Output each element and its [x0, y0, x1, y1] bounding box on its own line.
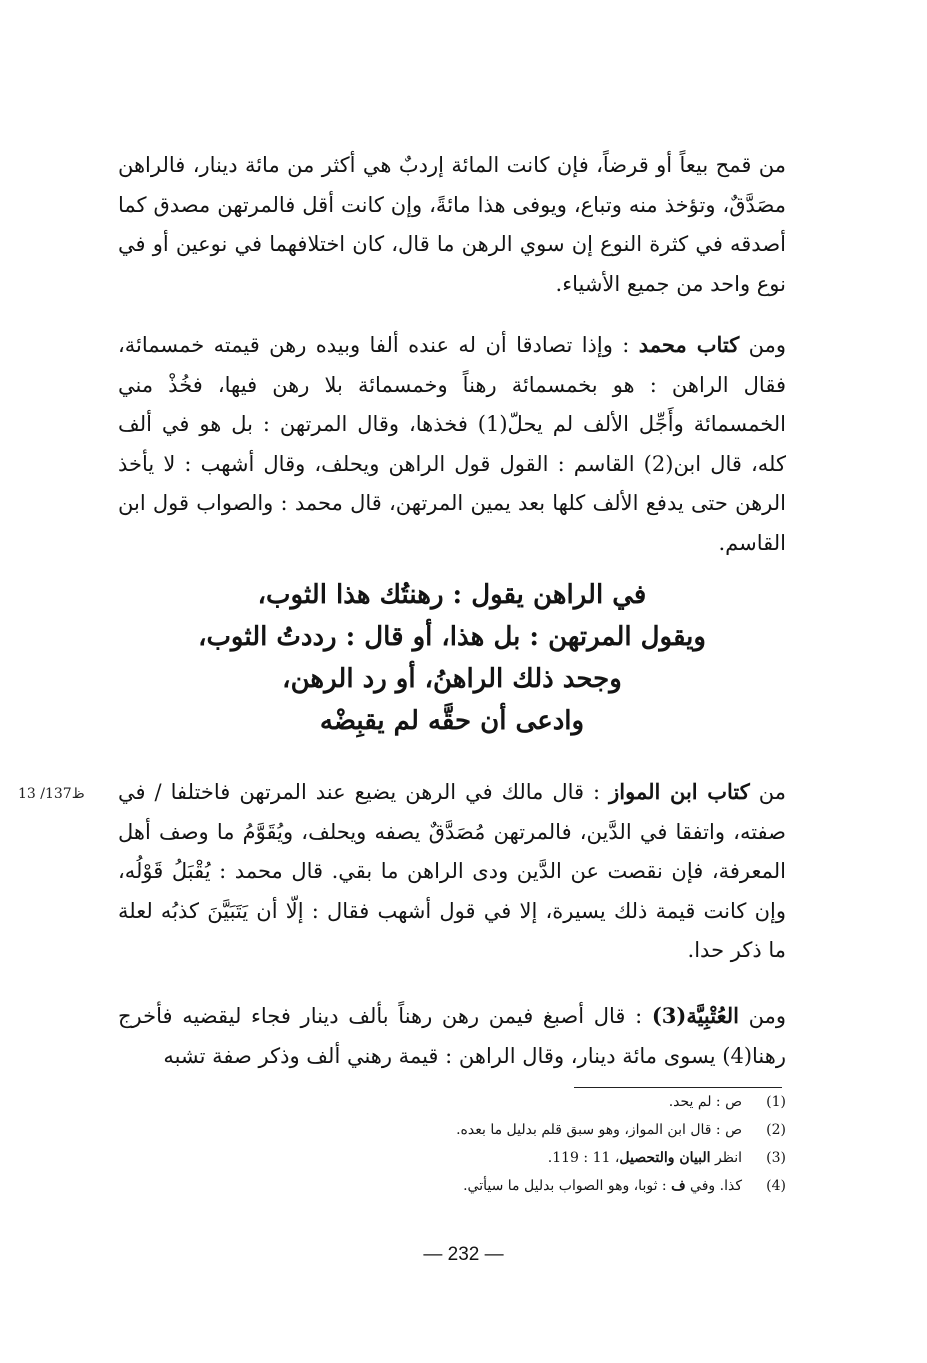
heading-line-3: وجحد ذلك الراهنُ، أو رد الرهن،	[282, 664, 622, 694]
heading-line-2: ويقول المرتهن : بل هذا، أو قال : رددتُ الثوب،	[198, 622, 706, 652]
footnotes	[118, 1094, 786, 1206]
paragraph-2: ومن كتاب محمد : وإذا تصادقا أن له عنده ألفا وبيده رهن قيمته خمسمائة، فقال الراهن : هو بخمسمائة رهناً وخمسمائة بلا رهن فيها، فخُذْ مني الخمسمائة وأَجِّل الألف لم يحلّ(1) فخذها، وقال المرتهن : بل هو في ألف كله، قال ابن(2) القاسم : القول قول الراهن ويحلف، وقال أشهب : لا يأخذ الرهن حتى يدفع الألف كلها بعد يمين المرتهن، قال محمد : والصواب قول ابن القاسم.	[118, 332, 786, 555]
page-number: — 232 —	[423, 1244, 504, 1265]
footnote-text: ص : لم يحد.	[668, 1094, 742, 1110]
footnote-separator	[574, 1087, 782, 1088]
footnote-1	[118, 1094, 786, 1122]
footnote-text: انظر البيان والتحصيل، 11 : 119.	[547, 1150, 742, 1166]
footnote-number: (1)	[766, 1094, 786, 1110]
footnote-number: (4)	[766, 1178, 786, 1194]
footnote-number: (3)	[766, 1150, 786, 1166]
heading-line-4: وادعى أن حقَّه لم يقبِضْه	[319, 706, 585, 736]
footnote-4	[118, 1178, 786, 1206]
paragraph-4: ومن العُتْبِيَّة(3) : قال أصبغ فيمن رهن رهناً بألف دينار فجاء ليقضيه فأخرج رهنا(4) يسوى مائة دينار، وقال الراهن : قيمة رهني ألف وذكر صفة تشبه	[118, 1003, 786, 1068]
footnote-text: ص : قال ابن المواز، وهو سبق قلم بدليل ما بعده.	[456, 1122, 742, 1138]
footnote-3	[118, 1150, 786, 1178]
manuscript-folio-reference: 13 /137ظ	[18, 786, 85, 802]
footnote-2	[118, 1122, 786, 1150]
footnote-number: (2)	[766, 1122, 786, 1138]
heading-line-1: في الراهن يقول : رهنتُك هذا الثوب،	[257, 580, 647, 610]
footnote-text: كذا. وفي ف : ثوبا، وهو الصواب بدليل ما سيأتي.	[463, 1178, 742, 1194]
paragraph-3: من كتاب ابن المواز : قال مالك في الرهن يضيع عند المرتهن فاختلفا / في صفته، واتفقا في الدَّين، فالمرتهن مُصَدَّقٌ يصفه ويحلف، ويُقَوَّمُ ما وصف أهل المعرفة، فإن نقصت عن الدَّين ودى الراهن ما بقي. قال محمد : يُقْبَلُ قَوْلُه، وإن كانت قيمة ذلك يسيرة، إلا في قول أشهب فقال : إلّا أن يَتَبَيَّنَ كذبُه لعلة ما ذكر حدا.	[118, 779, 786, 962]
paragraph-1: من قمح بيعاً أو قرضاً، فإن كانت المائة إردبٌ هي أكثر من مائة دينار، فالراهن مصَدَّقٌ، وتؤخذ منه وتباع، ويوفى هذا مائةً، وإن كانت أقل فالمرتهن مصدق كما أصدقه في كثرة النوع إن سوي الرهن ما قال، كان اختلافهما في نوعين أو في نوع واحد من جميع الأشياء.	[118, 153, 786, 296]
section-heading	[118, 574, 786, 742]
